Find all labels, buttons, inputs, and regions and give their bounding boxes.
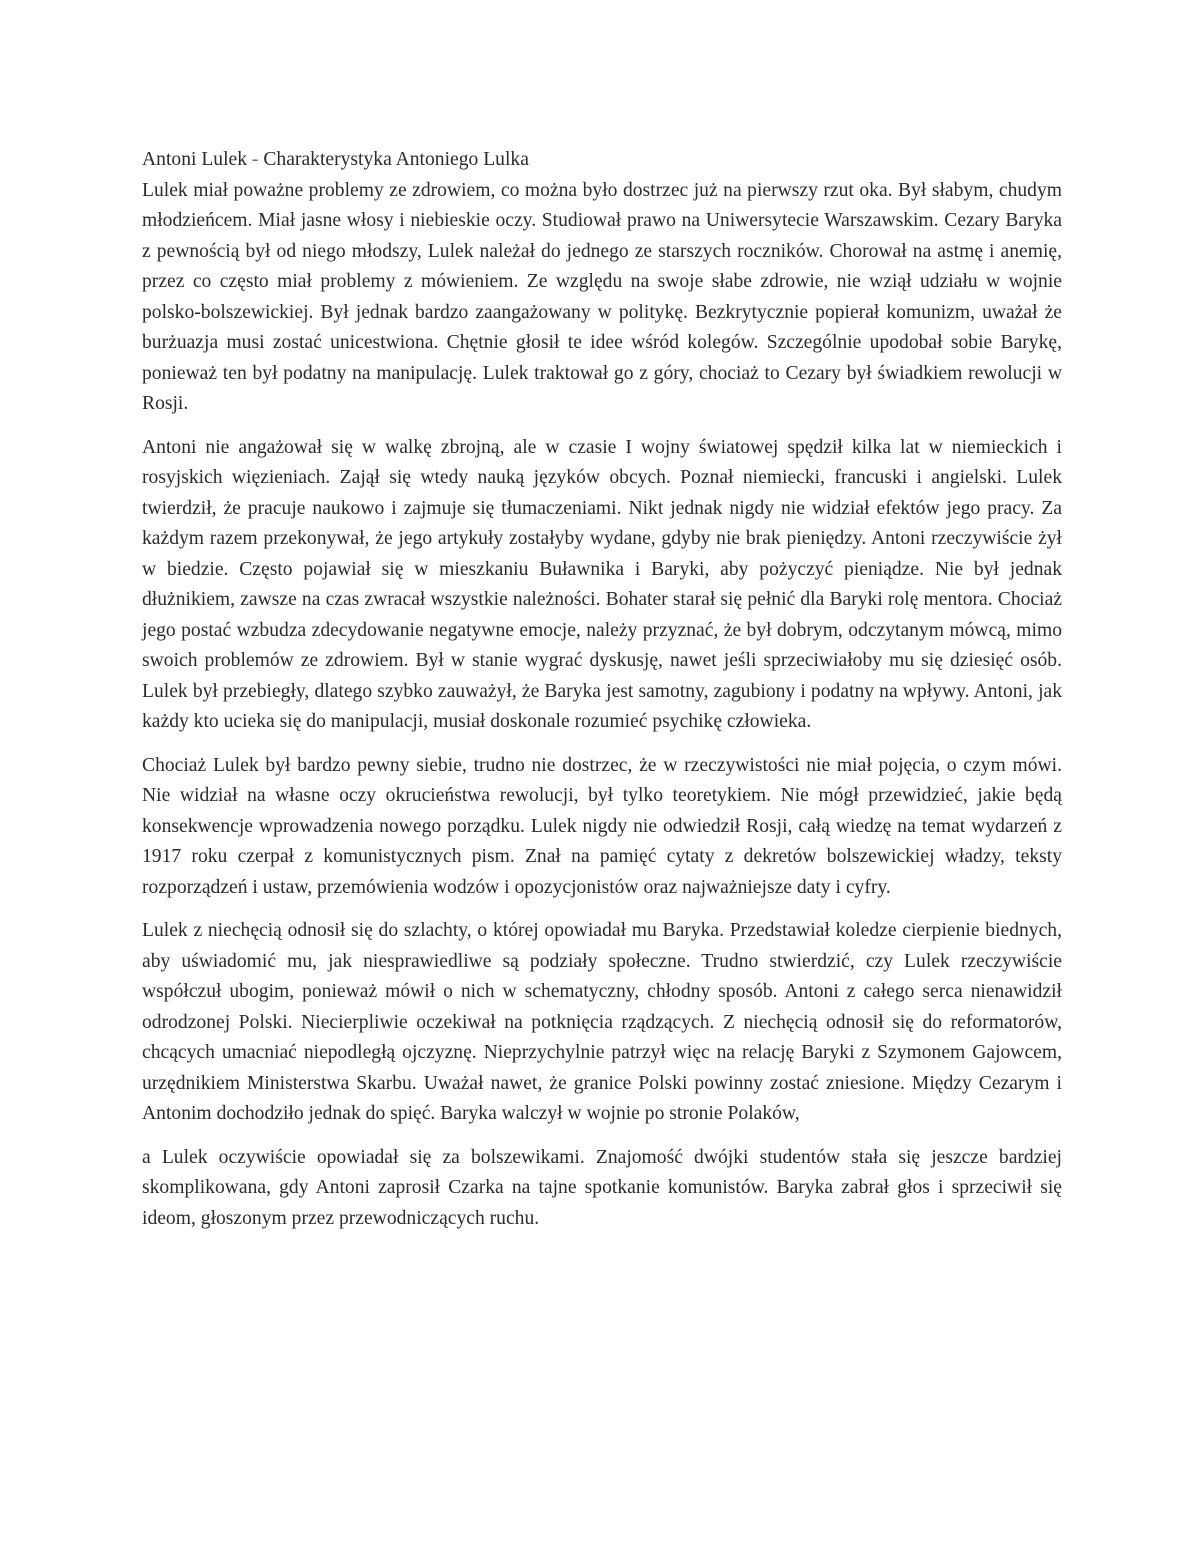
paragraph-4: Lulek z niechęcią odnosił się do szlachty, o której opowiadał mu Baryka. Przedstawiał koledze cierpienie biednych, aby uświadomić mu, jak niesprawiedliwe są podziały społeczne. Trudno stwierdzić, czy Lulek rzeczywiście współczuł ubogim, ponieważ mówił o nich w schematyczny, chłodny sposób. Antoni z całego serca nienawidził odrodzonej Polski. Niecierpliwie oczekiwał na potknięcia rządzących. Z niechęcią odnosił się do reformatorów, chcących umacniać niepodległą ojczyznę. Nieprzychylnie patrzył więc na relację Baryki z Szymonem Gajowcem, urzędnikiem Ministerstwa Skarbu. Uważał nawet, że granice Polski powinny zostać zniesione. Między Cezarym i Antonim dochodziło jednak do spięć. Baryka walczył w wojnie po stronie Polaków,	[142, 920, 1062, 1124]
document-title	[142, 145, 1062, 176]
paragraph-1: Lulek miał poważne problemy ze zdrowiem, co można było dostrzec już na pierwszy rzut oka. Był słabym, chudym młodzieńcem. Miał jasne włosy i niebieskie oczy. Studiował prawo na Uniwersytecie Warszawskim. Cezary Baryka z pewnością był od niego młodszy, Lulek należał do jednego ze starszych roczników. Chorował na astmę i anemię, przez co często miał problemy z mówieniem. Ze względu na swoje słabe zdrowie, nie wziął udziału w wojnie polsko-bolszewickiej. Był jednak bardzo zaangażowany w politykę. Bezkrytycznie popierał komunizm, uważał że burżuazja musi zostać unicestwiona. Chętnie głosił te idee wśród kolegów. Szczególnie upodobał sobie Barykę, ponieważ ten był podatny na manipulację. Lulek traktował go z góry, chociaż to Cezary był świadkiem rewolucji w Rosji.	[142, 179, 1062, 414]
paragraph-2: Antoni nie angażował się w walkę zbrojną, ale w czasie I wojny światowej spędził kilka lat w niemieckich i rosyjskich więzieniach. Zajął się wtedy nauką języków obcych. Poznał niemiecki, francuski i angielski. Lulek twierdził, że pracuje naukowo i zajmuje się tłumaczeniami. Nikt jednak nigdy nie widział efektów jego pracy. Za każdym razem przekonywał, że jego artykuły zostałyby wydane, gdyby nie brak pieniędzy. Antoni rzeczywiście żył w biedzie. Często pojawiał się w mieszkaniu Buławnika i Baryki, aby pożyczyć pieniądze. Nie był jednak dłużnikiem, zawsze na czas zwracał wszystkie należności. Bohater starał się pełnić dla Baryki rolę mentora. Chociaż jego postać wzbudza zdecydowanie negatywne emocje, należy przyznać, że był dobrym, odczytanym mówcą, mimo swoich problemów ze zdrowiem. Był w stanie wygrać dyskusję, nawet jeśli sprzeciwiałoby mu się dziesięć osób. Lulek był przebiegły, dlatego szybko zauważył, że Baryka jest samotny, zagubiony i podatny na wpływy. Antoni, jak każdy kto ucieka się do manipulacji, musiał doskonale rozumieć psychikę człowieka.	[142, 436, 1062, 732]
paragraph-5: a Lulek oczywiście opowiadał się za bolszewikami. Znajomość dwójki studentów stała się jeszcze bardziej skomplikowana, gdy Antoni zaprosił Czarka na tajne spotkanie komunistów. Baryka zabrał głos i sprzeciwił się ideom, głoszonym przez przewodniczących ruchu.	[142, 1146, 1062, 1229]
title-subject: Charakterystyka Antoniego Lulka	[263, 149, 529, 170]
paragraph-3: Chociaż Lulek był bardzo pewny siebie, trudno nie dostrzec, że w rzeczywistości nie miał pojęcia, o czym mówi. Nie widział na własne oczy okrucieństwa rewolucji, był tylko teoretykiem. Nie mógł przewidzieć, jakie będą konsekwencje wprowadzenia nowego porządku. Lulek nigdy nie odwiedził Rosji, całą wiedzę na temat wydarzeń z 1917 roku czerpał z komunistycznych pism. Znał na pamięć cytaty z dekretów bolszewickiej władzy, teksty rozporządzeń i ustaw, przemówienia wodzów i opozycjonistów oraz najważniejsze daty i cyfry.	[142, 754, 1062, 898]
document-body	[142, 145, 1062, 1247]
title-name: Antoni Lulek	[142, 149, 248, 170]
title-separator: -	[247, 149, 264, 170]
